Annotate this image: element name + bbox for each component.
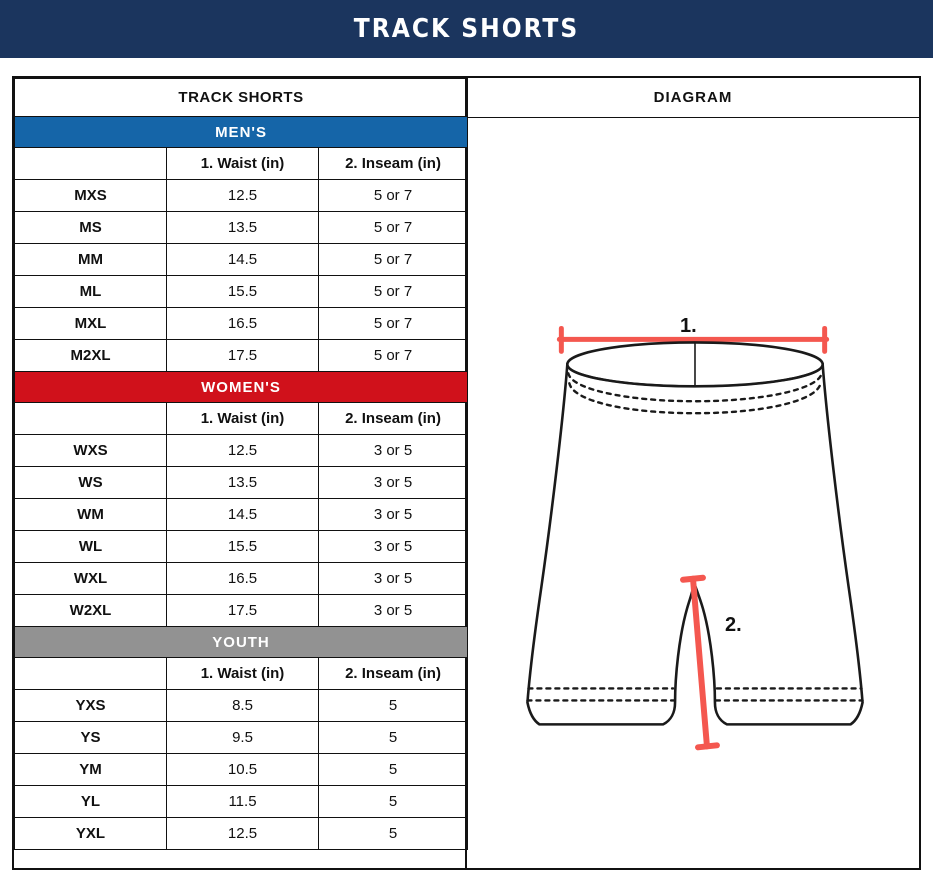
column-header-waist-mens: 1. Waist (in) [167,148,319,180]
diagram-title: DIAGRAM [467,78,919,118]
table-row [15,595,468,627]
inseam-value: 5 [319,786,468,818]
waist-value: 12.5 [167,818,319,850]
section-label-womens: WOMEN'S [15,372,468,403]
size-label: YXS [15,690,167,722]
table-row [15,244,468,276]
shorts-outline [527,364,862,724]
waist-value: 16.5 [167,308,319,340]
size-label: MXL [15,308,167,340]
table-row [15,563,468,595]
inseam-value: 5 or 7 [319,340,468,372]
column-headers-mens [15,148,468,180]
column-header-waist-womens: 1. Waist (in) [167,403,319,435]
size-table-pane [14,78,467,868]
size-label: ML [15,276,167,308]
size-label: MS [15,212,167,244]
diagram-body [467,118,919,868]
table-row [15,276,468,308]
track-shorts-illustration [467,118,919,868]
inseam-value: 3 or 5 [319,531,468,563]
column-header-size-mens [15,148,167,180]
column-header-inseam-mens: 2. Inseam (in) [319,148,468,180]
column-header-inseam-youth: 2. Inseam (in) [319,658,468,690]
callout-waist-label: 1. [680,314,697,337]
inseam-value: 5 or 7 [319,180,468,212]
callout-inseam-label: 2. [725,614,742,636]
table-row [15,499,468,531]
waist-value: 12.5 [167,435,319,467]
waist-value: 17.5 [167,595,319,627]
column-header-waist-youth: 1. Waist (in) [167,658,319,690]
column-header-size-womens [15,403,167,435]
inseam-value: 3 or 5 [319,435,468,467]
waist-value: 17.5 [167,340,319,372]
size-label: YS [15,722,167,754]
waist-value: 15.5 [167,276,319,308]
waist-value: 8.5 [167,690,319,722]
size-label: YM [15,754,167,786]
waist-value: 15.5 [167,531,319,563]
column-header-inseam-womens: 2. Inseam (in) [319,403,468,435]
size-label: W2XL [15,595,167,627]
table-row [15,308,468,340]
waistband [567,342,822,386]
inseam-value: 5 or 7 [319,244,468,276]
table-row [15,531,468,563]
waist-value: 13.5 [167,467,319,499]
size-chart-table [14,78,468,850]
table-row [15,818,468,850]
diagram-pane [467,78,919,868]
inseam-value: 3 or 5 [319,595,468,627]
inseam-value: 5 [319,818,468,850]
size-label: YL [15,786,167,818]
table-row [15,754,468,786]
section-header-womens [15,372,468,403]
size-label: WM [15,499,167,531]
column-header-size-youth [15,658,167,690]
table-row [15,180,468,212]
inseam-value: 5 [319,722,468,754]
waist-value: 14.5 [167,244,319,276]
inseam-value: 5 [319,754,468,786]
table-row [15,786,468,818]
inseam-value: 5 [319,690,468,722]
inseam-value: 5 or 7 [319,308,468,340]
inseam-value: 3 or 5 [319,563,468,595]
content-frame [12,76,921,870]
page-title: TRACK SHORTS [353,14,580,44]
size-label: MM [15,244,167,276]
page-banner [0,0,933,58]
size-label: YXL [15,818,167,850]
waist-value: 14.5 [167,499,319,531]
waist-value: 10.5 [167,754,319,786]
table-title: TRACK SHORTS [15,79,468,117]
inseam-value: 5 or 7 [319,276,468,308]
waist-value: 11.5 [167,786,319,818]
table-row [15,690,468,722]
waist-value: 16.5 [167,563,319,595]
table-row [15,467,468,499]
section-header-mens [15,117,468,148]
table-row [15,212,468,244]
waist-value: 12.5 [167,180,319,212]
table-row [15,340,468,372]
size-label: M2XL [15,340,167,372]
size-label: WXS [15,435,167,467]
inseam-value: 5 or 7 [319,212,468,244]
table-title-row [15,79,468,117]
section-label-youth: YOUTH [15,627,468,658]
size-label: WXL [15,563,167,595]
section-label-mens: MEN'S [15,117,468,148]
column-headers-womens [15,403,468,435]
waist-value: 13.5 [167,212,319,244]
column-headers-youth [15,658,468,690]
size-label: MXS [15,180,167,212]
size-label: WS [15,467,167,499]
waist-value: 9.5 [167,722,319,754]
table-row [15,722,468,754]
table-row [15,435,468,467]
size-label: WL [15,531,167,563]
section-header-youth [15,627,468,658]
inseam-value: 3 or 5 [319,467,468,499]
inseam-value: 3 or 5 [319,499,468,531]
